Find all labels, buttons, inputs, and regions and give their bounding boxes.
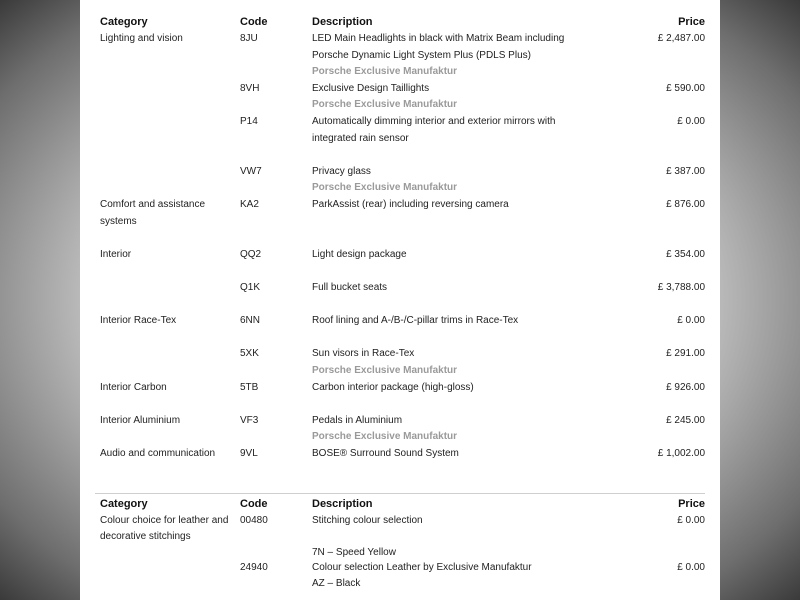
exclusive-manufaktur-tag: Porsche Exclusive Manufaktur xyxy=(312,182,458,194)
code-cell: 8JU xyxy=(240,33,258,44)
price-list-sheet xyxy=(80,0,720,600)
category-cell: Comfort and assistance xyxy=(100,199,206,210)
table-row xyxy=(80,214,720,230)
code-cell: Q1K xyxy=(240,282,261,293)
section-divider xyxy=(95,493,705,494)
description-cell: BOSE® Surround Sound System xyxy=(312,448,459,459)
category-cell: Interior Race-Tex xyxy=(100,315,177,327)
table-row xyxy=(80,230,720,246)
table-row xyxy=(80,330,720,346)
price-cell: £ 0.00 xyxy=(677,315,705,327)
code-cell: 5XK xyxy=(240,348,259,360)
table-row xyxy=(80,280,720,296)
table-row xyxy=(80,164,720,180)
table-row xyxy=(80,31,720,47)
category-cell: Interior Aluminium xyxy=(100,414,181,426)
description-cell: Automatically dimming interior and exterior mirrors with xyxy=(312,116,556,127)
table-row xyxy=(80,197,720,213)
category-cell: systems xyxy=(100,215,137,227)
table-header xyxy=(80,496,720,512)
category-cell: decorative stitchings xyxy=(100,530,191,542)
price-cell: £ 2,487.00 xyxy=(657,33,705,44)
table-row xyxy=(80,114,720,130)
code-cell: QQ2 xyxy=(240,248,262,260)
price-cell: £ 245.00 xyxy=(666,414,705,426)
code-cell: 5TB xyxy=(240,381,259,393)
table-row xyxy=(80,97,720,113)
code-cell: VF3 xyxy=(240,414,259,426)
category-cell: Lighting and vision xyxy=(100,33,183,44)
exclusive-manufaktur-tag: Porsche Exclusive Manufaktur xyxy=(312,99,458,111)
table-row xyxy=(80,560,720,576)
code-cell: 9VL xyxy=(240,448,258,459)
table-row xyxy=(80,576,720,592)
description-cell: integrated rain sensor xyxy=(312,132,409,144)
table-row xyxy=(80,147,720,163)
category-cell: Interior Carbon xyxy=(100,381,167,393)
description-cell: LED Main Headlights in black with Matrix Beam including xyxy=(312,33,565,44)
header-code: Code xyxy=(240,16,268,28)
header-price: Price xyxy=(678,498,705,510)
price-cell: £ 387.00 xyxy=(666,165,705,177)
description-cell: Sun visors in Race-Tex xyxy=(312,348,415,360)
description-cell: Carbon interior package (high-gloss) xyxy=(312,381,474,393)
table-row xyxy=(80,247,720,263)
code-cell: 8VH xyxy=(240,82,260,94)
exclusive-manufaktur-tag: Porsche Exclusive Manufaktur xyxy=(312,365,458,376)
table-row xyxy=(80,545,720,561)
header-description: Description xyxy=(312,16,373,28)
price-cell: £ 876.00 xyxy=(666,199,705,210)
code-cell: 6NN xyxy=(240,315,261,327)
description-cell: Light design package xyxy=(312,248,407,260)
price-cell: £ 0.00 xyxy=(677,515,705,526)
header-category: Category xyxy=(100,16,148,28)
exclusive-manufaktur-tag: Porsche Exclusive Manufaktur xyxy=(312,431,458,443)
table-row xyxy=(80,363,720,379)
code-cell: VW7 xyxy=(240,165,262,177)
description-cell: Exclusive Design Taillights xyxy=(312,82,430,94)
price-cell: £ 354.00 xyxy=(666,248,705,260)
header-description: Description xyxy=(312,498,373,510)
description-cell: Porsche Dynamic Light System Plus (PDLS Plus) xyxy=(312,49,531,61)
table-row xyxy=(80,48,720,64)
code-cell: 00480 xyxy=(240,515,268,526)
description-cell: Privacy glass xyxy=(312,165,371,177)
header-code: Code xyxy=(240,498,268,510)
category-cell: Audio and communication xyxy=(100,448,216,459)
price-cell: £ 1,002.00 xyxy=(657,448,705,459)
description-cell: AZ – Black xyxy=(312,578,361,590)
price-cell: £ 3,788.00 xyxy=(657,282,705,293)
description-cell: Full bucket seats xyxy=(312,282,388,293)
table-row xyxy=(80,446,720,462)
table-row xyxy=(80,131,720,147)
table-row xyxy=(80,413,720,429)
price-cell: £ 291.00 xyxy=(666,348,705,360)
table-header xyxy=(80,14,720,30)
price-cell: £ 0.00 xyxy=(677,562,705,574)
description-cell: ParkAssist (rear) including reversing camera xyxy=(312,199,509,210)
description-cell: Colour selection Leather by Exclusive Manufaktur xyxy=(312,562,532,574)
table-row xyxy=(80,297,720,313)
table-row xyxy=(80,313,720,329)
table-row xyxy=(80,81,720,97)
table-row xyxy=(80,429,720,445)
description-cell: 7N – Speed Yellow xyxy=(312,546,396,558)
description-cell: Stitching colour selection xyxy=(312,515,423,526)
price-cell: £ 926.00 xyxy=(666,381,705,393)
table-row xyxy=(80,180,720,196)
code-cell: P14 xyxy=(240,116,258,127)
category-cell: Colour choice for leather and xyxy=(100,515,229,526)
table-row xyxy=(80,513,720,529)
table-row xyxy=(80,64,720,80)
code-cell: 24940 xyxy=(240,562,268,574)
table-row xyxy=(80,346,720,362)
price-cell: £ 590.00 xyxy=(666,82,705,94)
description-cell: Pedals in Aluminium xyxy=(312,414,403,426)
category-cell: Interior xyxy=(100,248,132,260)
header-price: Price xyxy=(678,16,705,28)
table-row xyxy=(80,396,720,412)
table-row xyxy=(80,380,720,396)
table-row xyxy=(80,529,720,545)
table-row xyxy=(80,263,720,279)
price-cell: £ 0.00 xyxy=(677,116,705,127)
header-category: Category xyxy=(100,498,148,510)
exclusive-manufaktur-tag: Porsche Exclusive Manufaktur xyxy=(312,66,458,78)
code-cell: KA2 xyxy=(240,199,259,210)
description-cell: Roof lining and A-/B-/C-pillar trims in Race-Tex xyxy=(312,315,519,327)
